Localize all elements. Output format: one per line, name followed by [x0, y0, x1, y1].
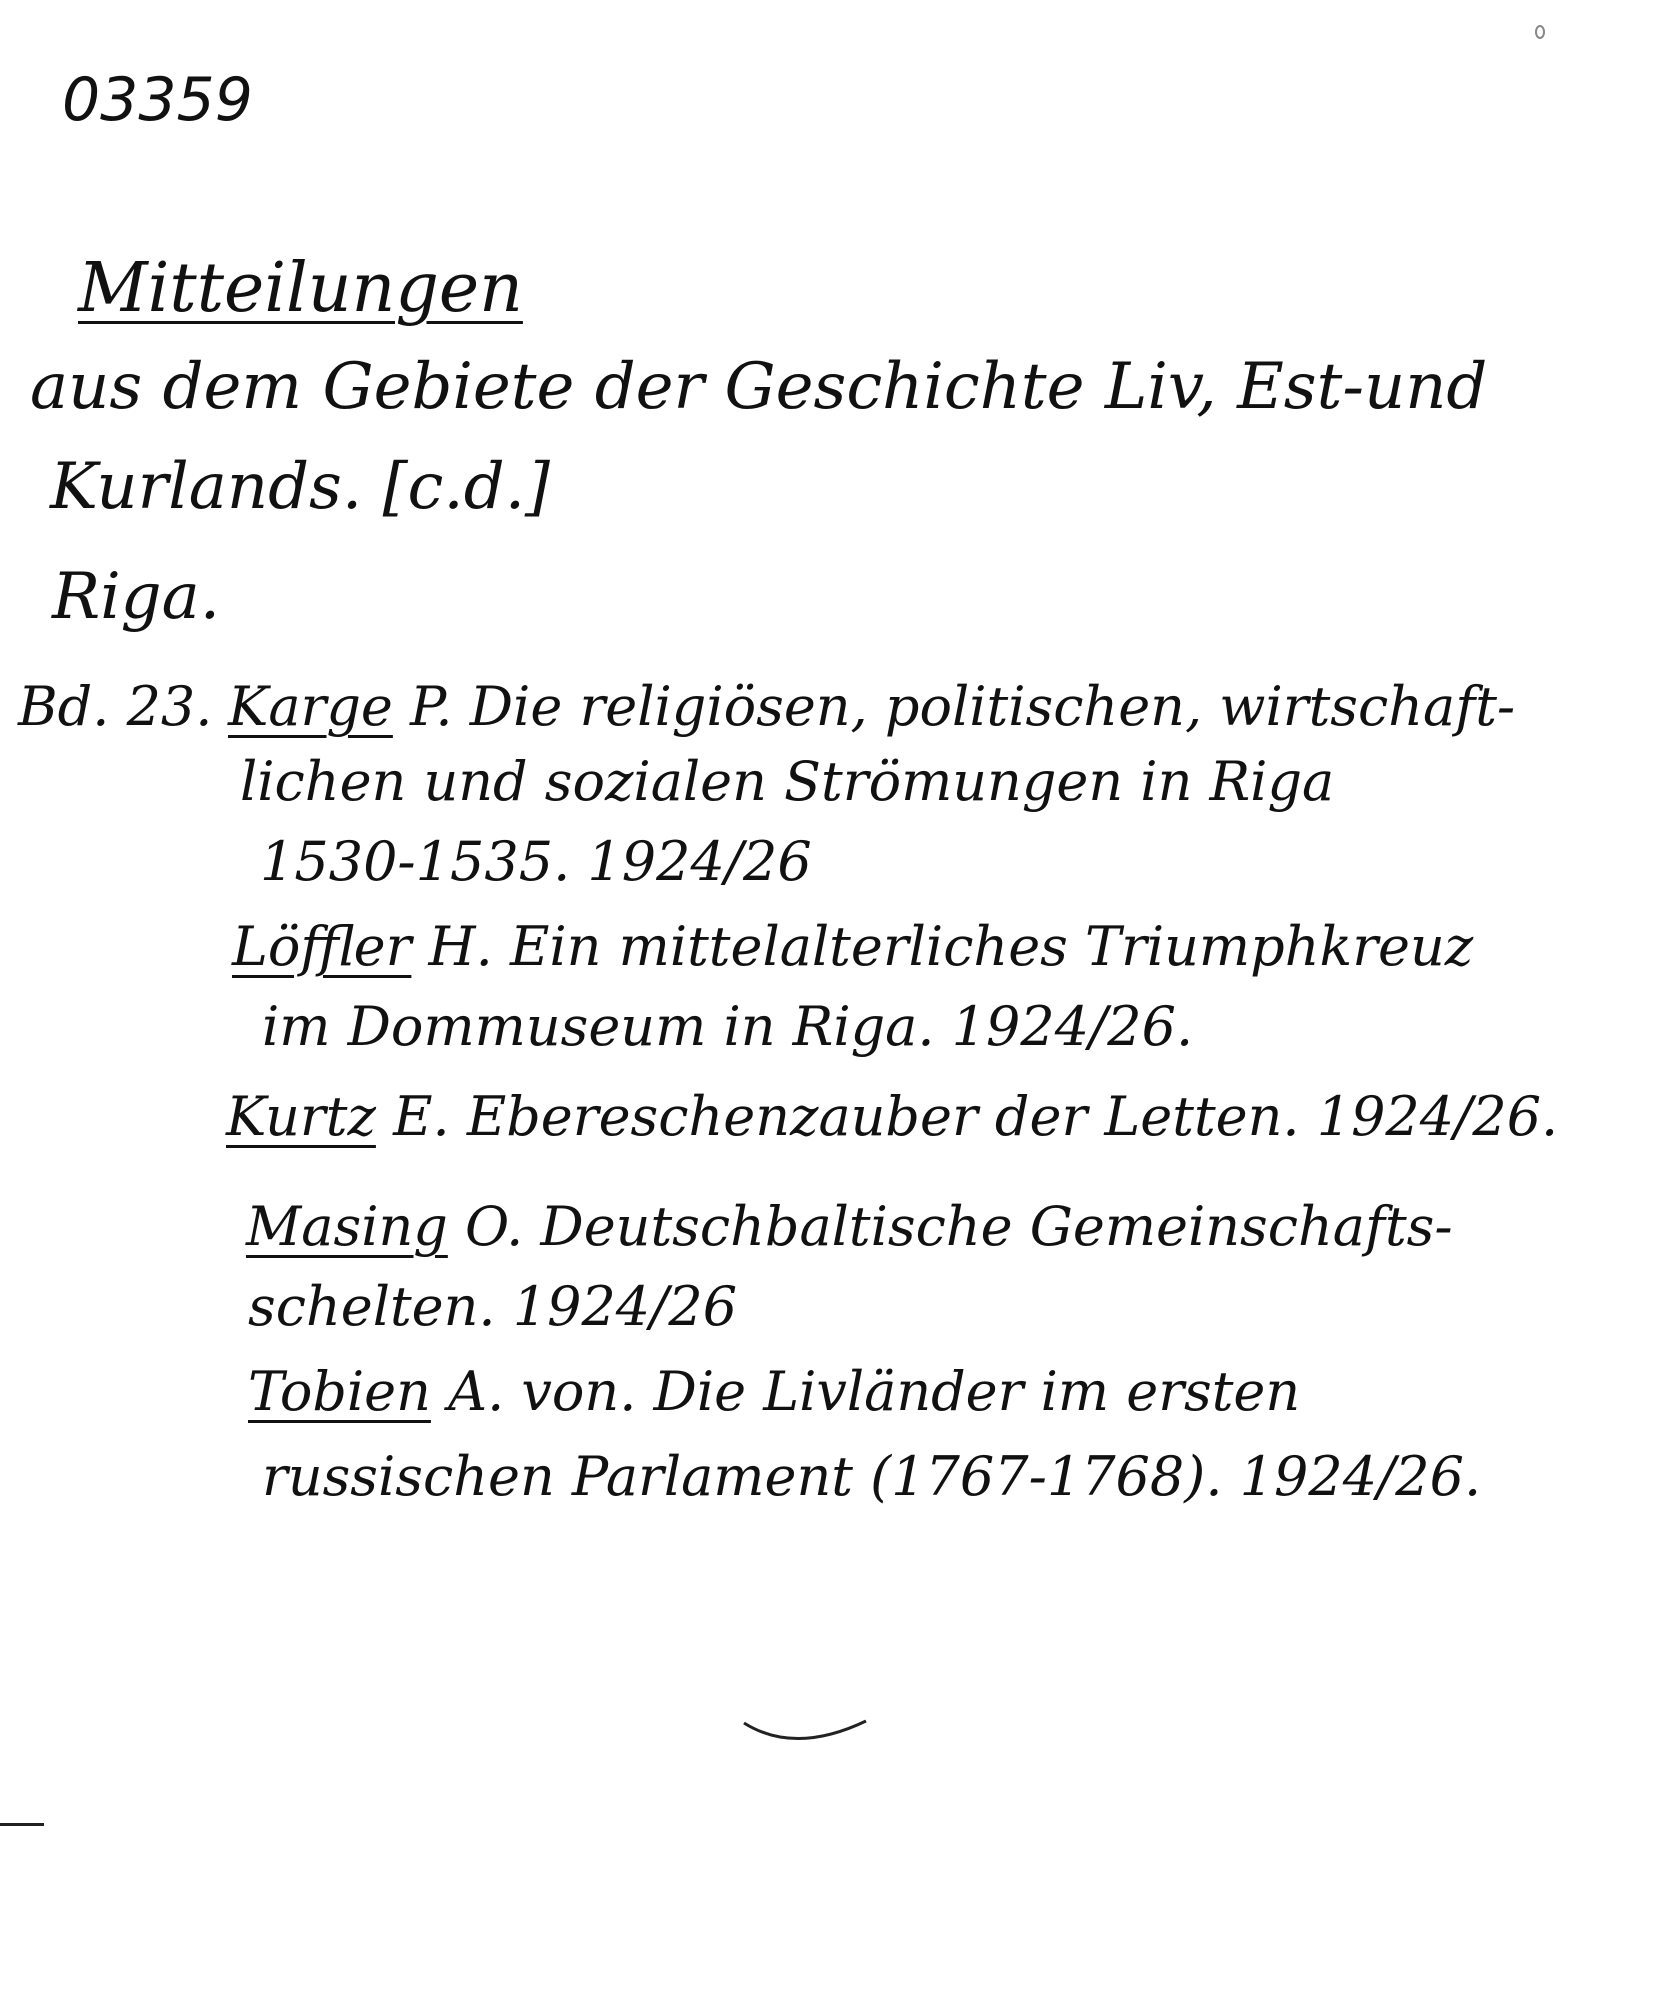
entry-author: Masing: [246, 1195, 448, 1258]
entry-text: O. Deutschbaltische Gemeinschafts-: [447, 1195, 1453, 1258]
card-title-line-3: Kurlands. [c.d.]: [50, 450, 550, 524]
entry-karge-line-3: 1530-1535. 1924/26: [260, 830, 812, 893]
entry-masing-line-1: [246, 1195, 1453, 1258]
entry-masing-line-2: schelten. 1924/26: [248, 1275, 738, 1338]
entry-tobien-line-1: [248, 1360, 1301, 1423]
entry-text: A. von. Die Livländer im ersten: [430, 1360, 1301, 1423]
entry-text: H. Ein mittelalterliches Triumphkreuz: [411, 915, 1474, 978]
scan-mark-dot: [1535, 25, 1545, 39]
card-title-line-2: aus dem Gebiete der Geschichte Liv, Est-und: [30, 350, 1488, 424]
entry-tobien-line-2: russischen Parlament (1767-1768). 1924/26.: [262, 1445, 1482, 1508]
entry-loeffler-line-2: im Dommuseum in Riga. 1924/26.: [262, 995, 1194, 1058]
entry-kurtz-line-1: [226, 1085, 1559, 1148]
publication-place: Riga.: [52, 560, 221, 634]
scan-mark-curve: [740, 1715, 870, 1755]
volume-label: Bd. 23.: [18, 675, 213, 738]
entry-loeffler-line-1: [232, 915, 1474, 978]
scan-mark-left-edge: [0, 1823, 44, 1826]
entry-text: P. Die religiösen, politischen, wirtschaft-: [392, 675, 1516, 738]
entry-author: Löffler: [232, 915, 412, 978]
entry-author: Tobien: [248, 1360, 431, 1423]
card-title: Mitteilungen: [78, 249, 523, 328]
entry-author: Kurtz: [226, 1085, 376, 1148]
catalog-number: 03359: [62, 65, 253, 135]
entry-karge-line-1: [228, 675, 1516, 738]
entry-text: E. Ebereschenzauber der Letten. 1924/26.: [375, 1085, 1559, 1148]
entry-karge-line-2: lichen und sozialen Strömungen in Riga: [240, 750, 1335, 813]
entry-author: Karge: [228, 675, 393, 738]
